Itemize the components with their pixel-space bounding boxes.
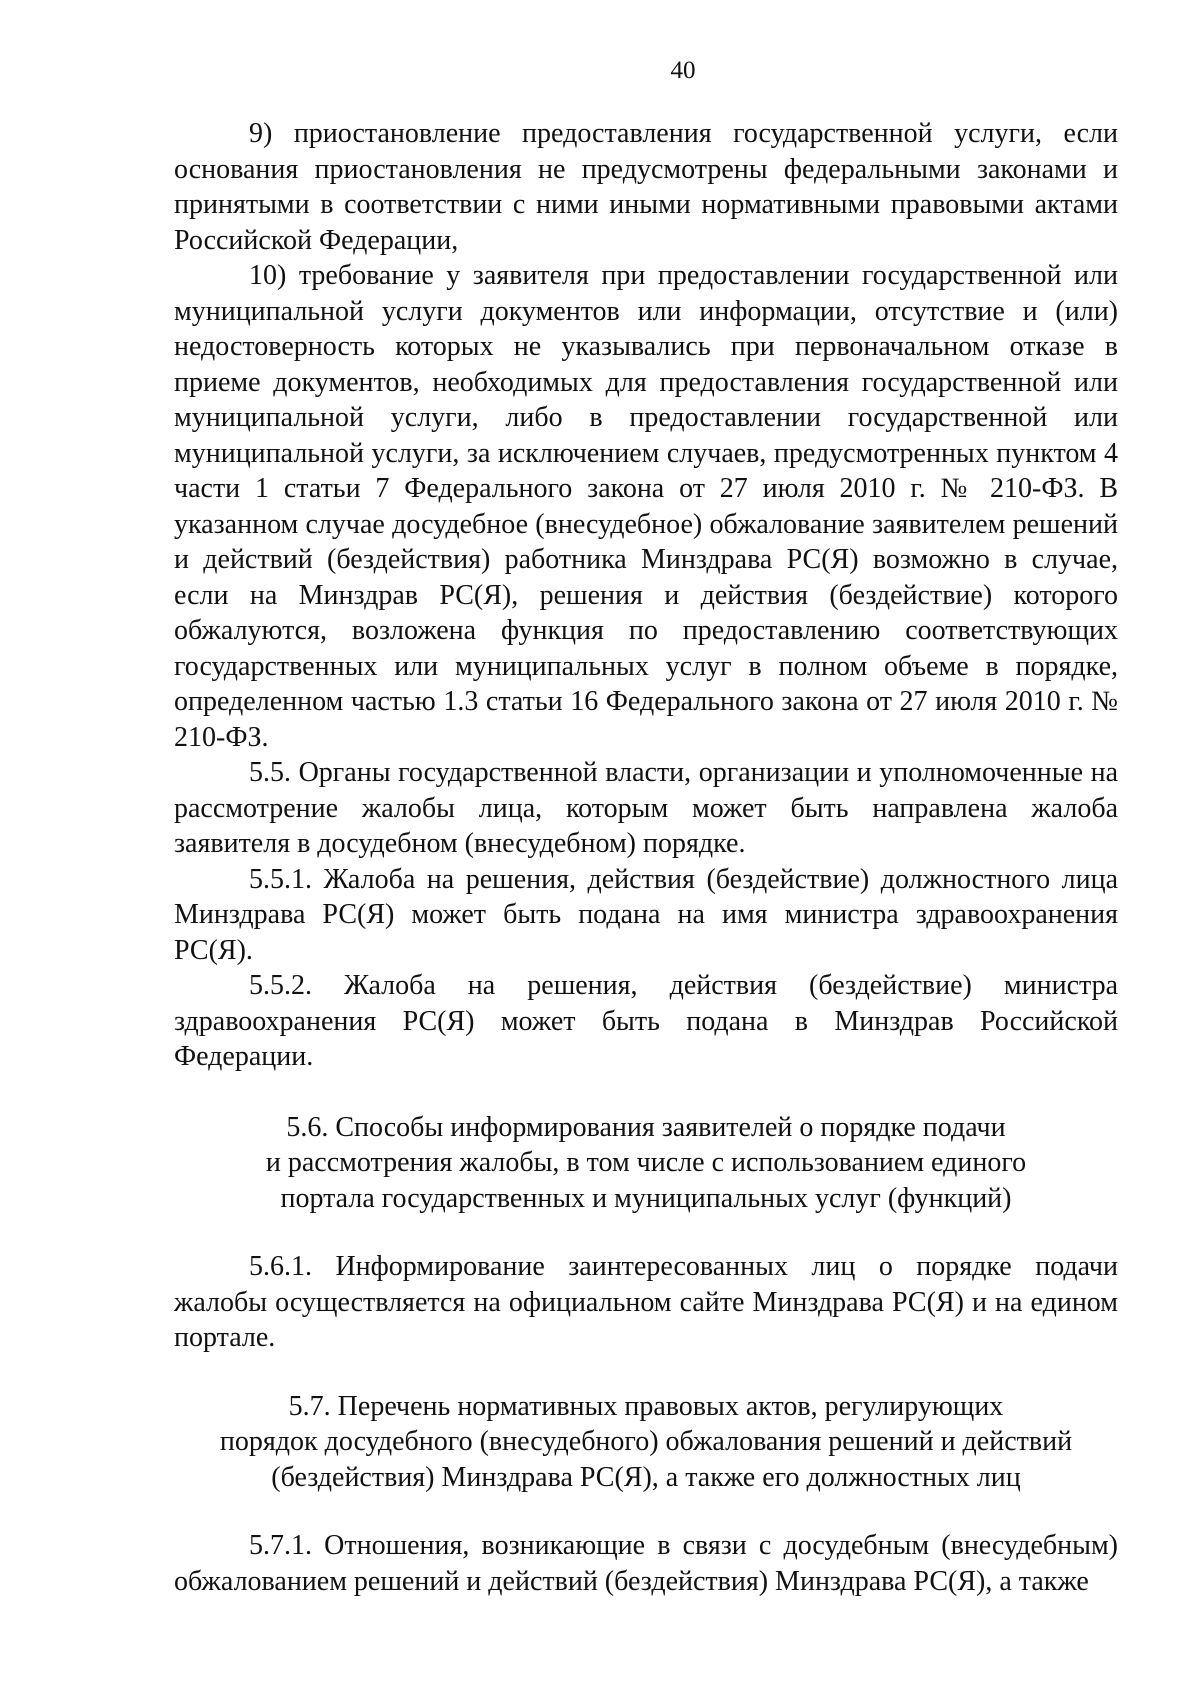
paragraph-item-10: 10) требование у заявителя при предоставлении государственной или муниципальной услуги документов или информации, отсутствие и (или) недостоверность которых не указывались при первоначальном отказе в приеме документов, необходимых для предоставления государственной или муниципальной услуги, либо в предоставлении государственной или муниципальной услуги, за исключением случаев, предусмотренных пунктом 4 части 1 статьи 7 Федерального закона от 27 июля 2010 г. № 210-ФЗ. В указанном случае досудебное (внесудебное) обжалование заявителем решений и действий (бездействия) работника Минздрава РС(Я) возможно в случае, если на Минздрав РС(Я), решения и действия (бездействие) которого обжалуются, возложена функция по предоставлению соответствующих государственных или муниципальных услуг в полном объеме в порядке, определенном частью 1.3 статьи 16 Федерального закона от 27 июля 2010 г. № 210-ФЗ. [174,260,1118,753]
document-body [174,116,1118,1599]
spacer [174,1356,1118,1389]
heading-line: (бездействия) Минздрава РС(Я), а также его должностных лиц [271,1461,1021,1493]
paragraph-5-6-1: 5.6.1. Информирование заинтересованных лиц о порядке подачи жалобы осуществляется на официальном сайте Минздрава РС(Я) и на едином портале. [174,1251,1118,1353]
spacer [174,1075,1118,1110]
paragraph-5-7-1: 5.7.1. Отношения, возникающие в связи с досудебным (внесудебным) обжалованием решений и действий (бездействия) Минздрава РС(Я), а также [174,1530,1118,1597]
page-number: 40 [670,57,696,84]
paragraph-item-9: 9) приостановление предоставления государственной услуги, если основания приостановления не предусмотрены федеральными законами и принятыми в соответствии с ними иными нормативными правовыми актами Российской Федерации, [174,118,1118,256]
heading-line: 5.6. Способы информирования заявителей о порядке подачи [286,1111,1006,1143]
heading-line: и рассмотрения жалобы, в том числе с использованием единого [265,1147,1027,1178]
spacer [174,1495,1118,1528]
section-heading-5-7 [174,1389,1118,1496]
spacer [174,1216,1118,1249]
heading-line: портала государственных и муниципальных услуг (функций) [280,1182,1012,1214]
paragraph-5-5-2: 5.5.2. Жалоба на решения, действия (бездействие) министра здравоохранения РС(Я) может быть подана в Минздрав Российской Федерации. [174,970,1118,1072]
heading-line: порядок досудебного (внесудебного) обжалования решений и действий [219,1426,1073,1457]
section-heading-5-6 [174,1110,1118,1217]
paragraph-5-5-1: 5.5.1. Жалоба на решения, действия (бездействие) должностного лица Минздрава РС(Я) может быть подана на имя министра здравоохранения РС(Я). [174,863,1118,966]
paragraph-5-5: 5.5. Органы государственной власти, организации и уполномоченные на рассмотрение жалобы лица, которым может быть направлена жалоба заявителя в досудебном (внесудебном) порядке. [174,757,1118,859]
heading-line: 5.7. Перечень нормативных правовых актов, регулирующих [288,1390,1004,1422]
